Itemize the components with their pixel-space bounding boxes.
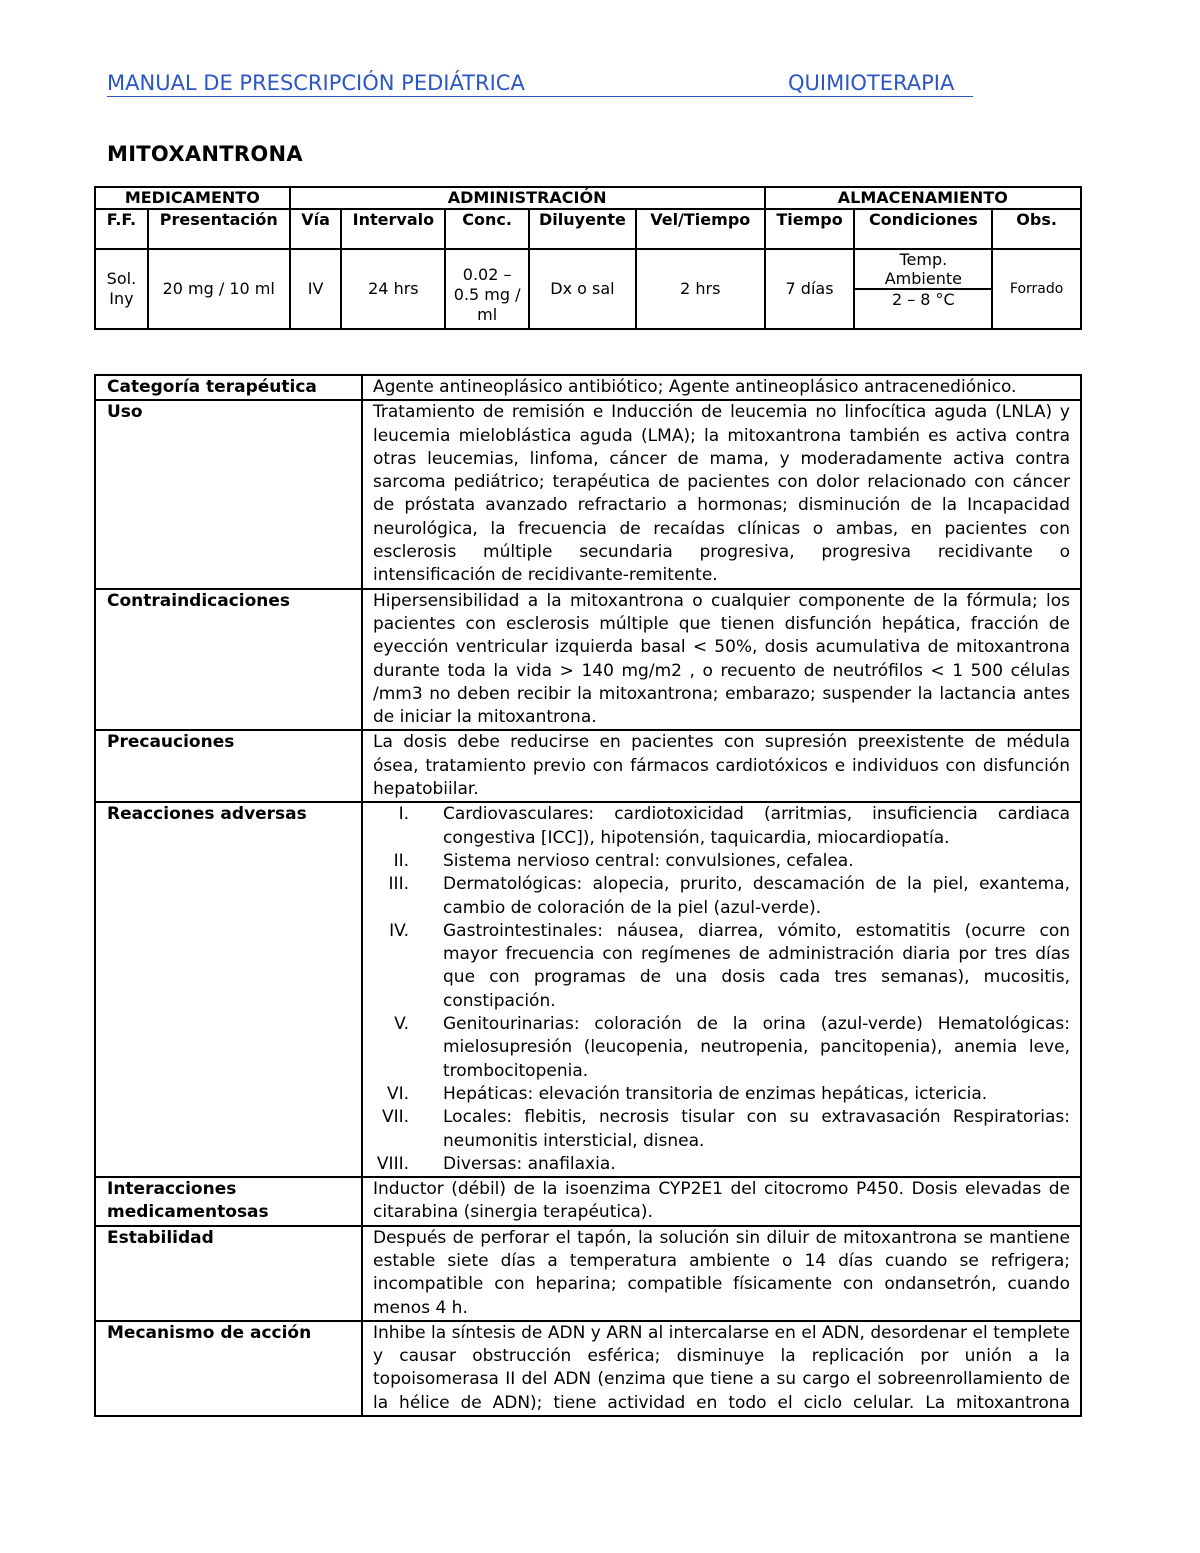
- row-categoria: [95, 375, 1081, 400]
- list-item-number: IV.: [389, 920, 409, 941]
- label-categoria: Categoría terapéutica: [95, 375, 362, 400]
- list-item: [373, 1013, 1070, 1083]
- cell-obs: Forrado: [992, 249, 1081, 329]
- group-administracion: ADMINISTRACIÓN: [290, 187, 765, 209]
- text-interacciones: Inductor (débil) de la isoenzima CYP2E1 del citocromo P450. Dosis elevadas de citarabina (sinergia terapéutica).: [362, 1177, 1081, 1226]
- page-header: [107, 70, 973, 97]
- group-medicamento: MEDICAMENTO: [95, 187, 290, 209]
- col-intervalo: Intervalo: [341, 209, 445, 249]
- list-item-number: III.: [388, 874, 409, 895]
- cell-vel-tiempo: 2 hrs: [636, 249, 765, 329]
- list-item-text: Genitourinarias: coloración de la orina (azul-verde) Hematológicas: mielosupresión (leucopenia, neutropenia, pancitopenia), anemia leve, trombocitopenia.: [443, 1014, 1070, 1081]
- list-item-text: Gastrointestinales: náusea, diarrea, vómito, estomatitis (ocurre con mayor frecuencia con regímenes de administración diaria por tres días que con programas de una dosis cada tres semanas), mucositis, constipación.: [443, 920, 1070, 1011]
- col-presentacion: Presentación: [148, 209, 290, 249]
- col-tiempo: Tiempo: [765, 209, 855, 249]
- list-item-text: Cardiovasculares: cardiotoxicidad (arritmias, insuficiencia cardiaca congestiva [ICC]), hipotensión, taquicardia, miocardiopatía.: [443, 804, 1070, 848]
- administration-table: [94, 186, 1082, 330]
- row-interacciones: [95, 1177, 1081, 1226]
- label-reacciones: Reacciones adversas: [95, 802, 362, 1177]
- list-item: [373, 803, 1070, 850]
- list-item: [373, 1083, 1070, 1106]
- list-item-number: VIII.: [376, 1153, 409, 1174]
- col-via: Vía: [290, 209, 342, 249]
- cell-presentacion: 20 mg / 10 ml: [148, 249, 290, 329]
- col-vel-tiempo: Vel/Tiempo: [636, 209, 765, 249]
- list-item-text: Dermatológicas: alopecia, prurito, descamación de la piel, exantema, cambio de coloración de la piel (azul-verde).: [443, 874, 1070, 918]
- cell-via: IV: [290, 249, 342, 329]
- list-item: [373, 1106, 1070, 1153]
- row-precauciones: [95, 730, 1081, 802]
- text-uso: Tratamiento de remisión e Inducción de leucemia no linfocítica aguda (LNLA) y leucemia mieloblástica aguda (LMA); la mitoxantrona también es activa contra otras leucemias, linfoma, cáncer de mama, y moderadamente activa contra sarcoma pediátrico; terapéutica de pacientes con dolor relacionado con cáncer de próstata avanzado refractario a hormonas; disminución de la Incapacidad neurológica, la frecuencia de recaídas clínicas o ambas, en pacientes con esclerosis múltiple secundaria progresiva, progresiva recidivante o intensificación de recidivante-remitente.: [362, 400, 1081, 588]
- text-mecanismo: Inhibe la síntesis de ADN y ARN al intercalarse en el ADN, desordenar el templete y causar obstrucción esférica; disminuye la replicación por unión a la topoisomerasa II del ADN (enzima que tiene a su cargo el sobreenrollamiento de la hélice de ADN); tiene actividad en todo el ciclo celular. La mitoxantrona: [362, 1321, 1081, 1416]
- col-ff: F.F.: [95, 209, 148, 249]
- row-mecanismo: [95, 1321, 1081, 1416]
- cell-condiciones-ambiente: Temp. Ambiente: [854, 249, 992, 289]
- list-item-text: Locales: flebitis, necrosis tisular con su extravasación Respiratorias: neumonitis intersticial, disnea.: [443, 1107, 1070, 1151]
- list-item: [373, 873, 1070, 920]
- label-estabilidad: Estabilidad: [95, 1226, 362, 1321]
- col-diluyente: Diluyente: [529, 209, 636, 249]
- text-categoria: Agente antineoplásico antibiótico; Agente antineoplásico antracenediónico.: [362, 375, 1081, 400]
- cell-tiempo: 7 días: [765, 249, 855, 329]
- text-contraindicaciones: Hipersensibilidad a la mitoxantrona o cualquier componente de la fórmula; los pacientes con esclerosis múltiple que tienen disfunción hepática, fracción de eyección ventricular izquierda basal < 50%, dosis acumulativa de mitoxantrona durante toda la vida > 140 mg/m2 , o recuento de neutrófilos < 1 500 células /mm3 no deben recibir la mitoxantrona; embarazo; suspender la lactancia antes de iniciar la mitoxantrona.: [362, 589, 1081, 731]
- list-item: [373, 920, 1070, 1013]
- label-mecanismo: Mecanismo de acción: [95, 1321, 362, 1416]
- list-item: [373, 850, 1070, 873]
- label-interacciones: Interacciones medicamentosas: [95, 1177, 362, 1226]
- row-reacciones: [95, 802, 1081, 1177]
- col-obs: Obs.: [992, 209, 1081, 249]
- row-contraindicaciones: [95, 589, 1081, 731]
- label-contraindicaciones: Contraindicaciones: [95, 589, 362, 731]
- cell-diluyente: Dx o sal: [529, 249, 636, 329]
- cell-intervalo: 24 hrs: [341, 249, 445, 329]
- list-item-number: VI.: [386, 1083, 409, 1104]
- reacciones-list: [373, 803, 1070, 1176]
- group-almacenamiento: ALMACENAMIENTO: [765, 187, 1081, 209]
- row-estabilidad: [95, 1226, 1081, 1321]
- reacciones-cell: [362, 802, 1081, 1177]
- cell-condiciones-refrigeracion: 2 – 8 °C: [854, 289, 992, 329]
- header-section: QUIMIOTERAPIA: [788, 71, 955, 95]
- col-conc: Conc.: [445, 209, 529, 249]
- cell-ff: Sol. Iny: [95, 249, 148, 329]
- text-estabilidad: Después de perforar el tapón, la solución sin diluir de mitoxantrona se mantiene estable siete días a temperatura ambiente o 14 días cuando se refrigera; incompatible con heparina; compatible físicamente con ondansetrón, cuando menos 4 h.: [362, 1226, 1081, 1321]
- label-uso: Uso: [95, 400, 362, 588]
- drug-info-table: [94, 374, 1082, 1417]
- label-precauciones: Precauciones: [95, 730, 362, 802]
- list-item-text: Sistema nervioso central: convulsiones, cefalea.: [443, 850, 854, 871]
- list-item-number: II.: [393, 850, 409, 871]
- row-uso: [95, 400, 1081, 588]
- cell-conc: 0.02 – 0.5 mg / ml: [445, 249, 529, 329]
- drug-title: MITOXANTRONA: [107, 142, 303, 166]
- list-item: [373, 1153, 1070, 1176]
- list-item-number: V.: [394, 1014, 409, 1035]
- col-condiciones: Condiciones: [854, 209, 992, 249]
- list-item-text: Hepáticas: elevación transitoria de enzimas hepáticas, ictericia.: [443, 1083, 988, 1104]
- list-item-text: Diversas: anafilaxia.: [443, 1153, 616, 1174]
- list-item-number: I.: [398, 804, 409, 825]
- text-precauciones: La dosis debe reducirse en pacientes con supresión preexistente de médula ósea, tratamiento previo con fármacos cardiotóxicos e individuos con disfunción hepatobiilar.: [362, 730, 1081, 802]
- header-manual-title: MANUAL DE PRESCRIPCIÓN PEDIÁTRICA: [107, 71, 525, 95]
- list-item-number: VII.: [381, 1107, 409, 1128]
